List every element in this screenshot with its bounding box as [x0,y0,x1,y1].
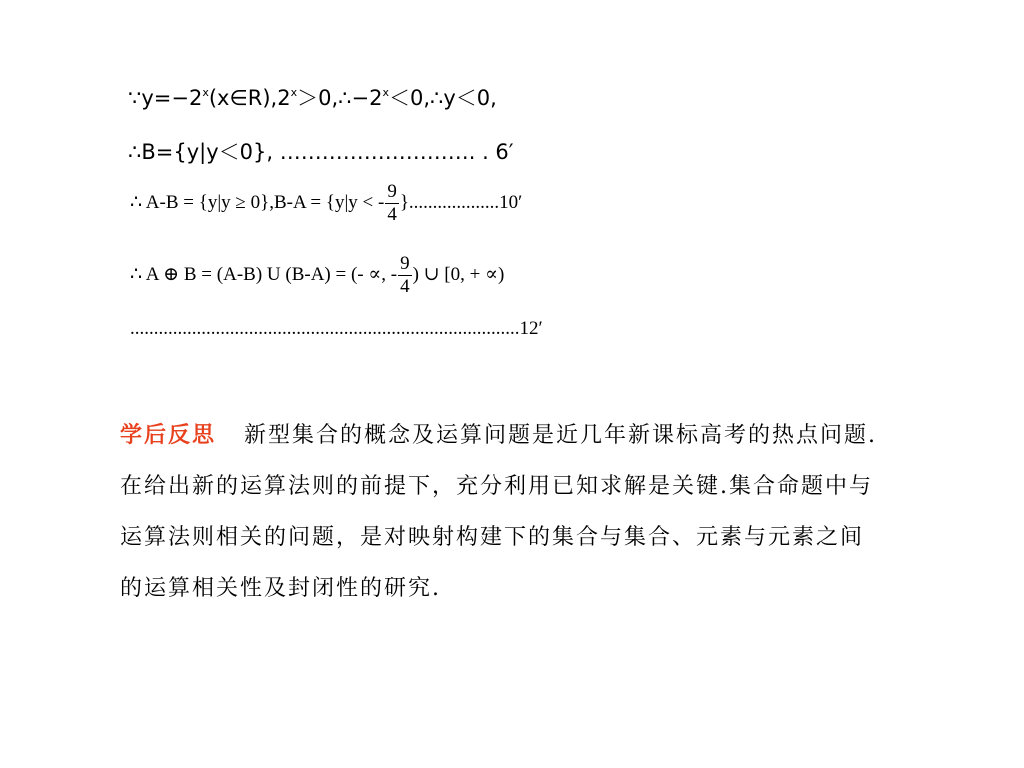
solution-line-4: ∴ A ⊕ B = (A-B) U (B-A) = (- ∝, - $\frac{9}{4}$ ) ∪ [0, + ∝) [130,253,505,297]
reflection-text: 新型集合的概念及运算问题是近几年新课标高考的热点问题.在给出新的运算法则的前提下，充分利用已知求解是关键.集合命题中与运算法则相关的问题，是对映射构建下的集合与集合、元素与元素之间的运算相关性及封闭性的研究. [120,423,878,601]
solution-line-1: $\because y=-2^x(x\in R),2^x>0,\therefore-2^x<0,\therefore y<0$, [128,86,497,110]
reflection-paragraph [120,410,880,614]
reflection-label: 学后反思 [120,423,217,448]
solution-line-3: ∴ A-B = {y|y ≥ 0},B-A = {y|y < - $\frac{9}{4}$ }...................10′ [130,181,523,225]
solution-line-2: ∴B={y|y＜0}, ………………………. . 6′ [128,140,514,164]
fraction: $\frac{9}{4}$ [387,181,397,225]
fraction: $\frac{9}{4}$ [400,253,410,297]
solution-line-5: ..................................................................................12′ [130,318,543,339]
